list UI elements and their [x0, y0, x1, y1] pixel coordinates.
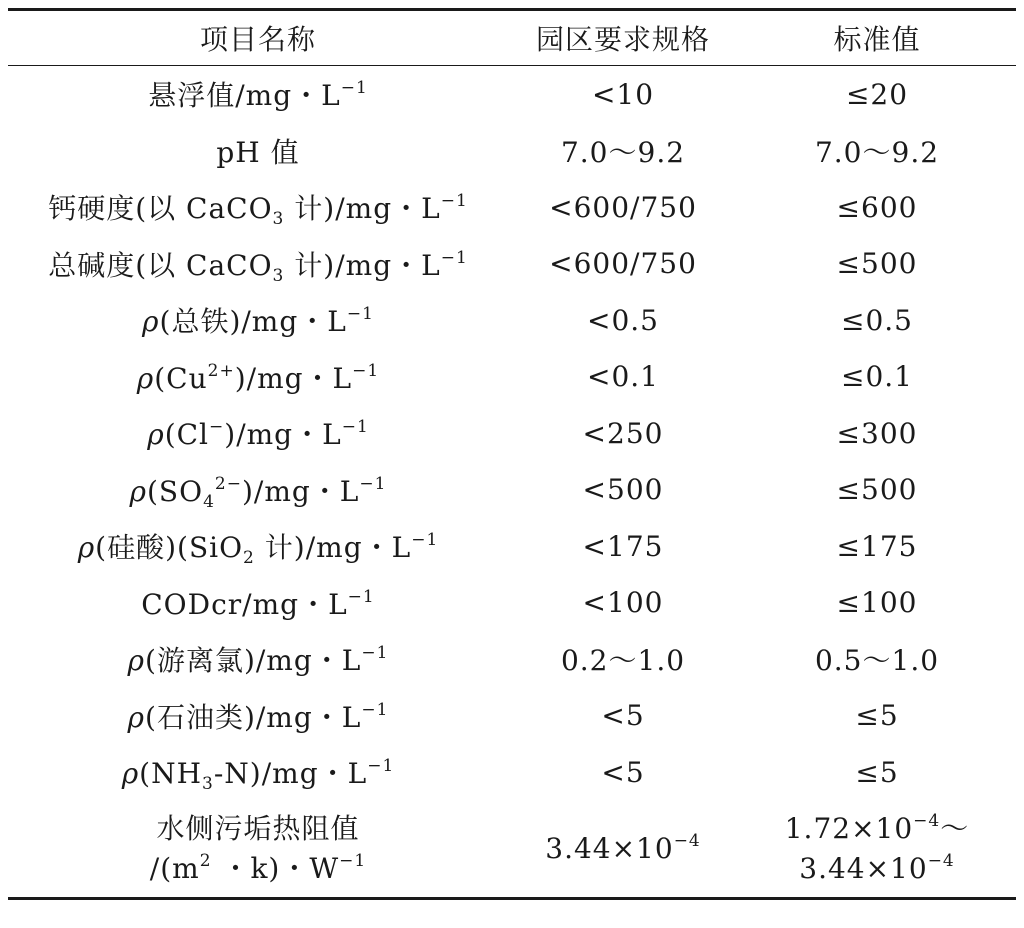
table-body: [8, 66, 1016, 897]
cell-name: 水侧污垢热阻值 $/(m^2$ ・k)・$W^{-1}$: [149, 811, 367, 885]
cell-name: CODcr/mg・$L^{-1}$: [141, 586, 375, 621]
rho-symbol: ρ: [142, 305, 160, 339]
header-standard: 标准值: [833, 23, 921, 56]
cell-standard: ≤500: [836, 473, 918, 507]
rho-symbol: ρ: [121, 757, 140, 791]
rho-symbol: ρ: [127, 700, 146, 734]
table-row: [8, 123, 1016, 180]
table-header: [8, 11, 1016, 65]
cell-name: pH 值: [216, 135, 300, 169]
water-quality-table: [8, 8, 1016, 900]
cell-park-spec: <600/750: [549, 247, 697, 281]
table-row: [8, 405, 1016, 462]
cell-name: 悬浮值/mg・$L^{-1}$: [148, 78, 368, 113]
header-name: 项目名称: [199, 23, 316, 56]
cell-name: ρ(游离氯)/mg・$L^{-1}$: [127, 643, 389, 678]
table-row: [8, 236, 1016, 293]
cell-park-spec: 7.0～9.2: [560, 135, 686, 169]
table-row: [8, 292, 1016, 349]
cell-standard: ≤0.5: [841, 303, 913, 337]
table-row: [8, 575, 1016, 632]
rho-symbol: ρ: [129, 474, 147, 508]
cell-name: ρ(石油类)/mg・$L^{-1}$: [127, 699, 389, 734]
table-row: [8, 631, 1016, 688]
cell-name: 总碱度(以 CaCO$_3$ 计)/mg・$L^{-1}$: [48, 247, 468, 286]
cell-standard: ≤20: [845, 77, 909, 111]
rho-symbol: ρ: [127, 644, 146, 678]
cell-standard: ≤5: [855, 699, 899, 733]
cell-park-spec: $3.44\times 10^{-4}$: [545, 831, 701, 865]
cell-park-spec: 0.2～1.0: [560, 644, 686, 678]
cell-standard: ≤0.1: [841, 360, 913, 394]
cell-name: 钙硬度(以 CaCO$_3$ 计)/mg・$L^{-1}$: [48, 191, 468, 230]
cell-park-spec: <250: [582, 416, 664, 450]
cell-standard: 7.0～9.2: [814, 135, 940, 169]
cell-standard: ≤100: [836, 586, 918, 620]
table-row: [8, 518, 1016, 575]
table-row: [8, 688, 1016, 745]
cell-park-spec: <175: [582, 529, 664, 563]
cell-park-spec: <5: [601, 699, 645, 733]
table: [8, 11, 1016, 65]
cell-park-spec: <10: [591, 77, 655, 111]
table-row: [8, 349, 1016, 406]
cell-park-spec: <0.1: [587, 360, 659, 394]
header-row: [8, 11, 1016, 65]
table-row: [8, 801, 1016, 897]
cell-standard: 0.5～1.0: [814, 644, 940, 678]
rho-symbol: ρ: [77, 531, 96, 565]
cell-name: $\rho(SO_4^{2-})/mg$・$L^{-1}$: [129, 473, 387, 512]
cell-park-spec: <100: [582, 586, 664, 620]
cell-name: ρ(总铁)/mg・$L^{-1}$: [142, 304, 374, 339]
table-bottom-rule: [8, 897, 1016, 900]
table-row: [8, 462, 1016, 519]
cell-park-spec: <600/750: [549, 190, 697, 224]
cell-standard: $1.72\times 10^{-4}\sim$ $3.44\times 10^{-4}$: [784, 810, 970, 885]
cell-park-spec: <0.5: [587, 303, 659, 337]
cell-park-spec: <5: [601, 755, 645, 789]
cell-standard: ≤300: [836, 416, 918, 450]
rho-symbol: ρ: [147, 418, 165, 452]
cell-standard: ≤175: [836, 529, 918, 563]
header-park-spec: 园区要求规格: [535, 23, 710, 56]
cell-name: ρ(Cl−)/mg・$L^{-1}$: [147, 417, 369, 452]
table-row: [8, 179, 1016, 236]
cell-standard: ≤5: [855, 755, 899, 789]
cell-name: $\rho(NH_3-N)/mg$・$L^{-1}$: [121, 756, 395, 795]
cell-standard: ≤600: [836, 190, 918, 224]
cell-name: $\rho(Cu^{2+})/mg$・$L^{-1}$: [136, 360, 380, 395]
cell-park-spec: <500: [582, 473, 664, 507]
rho-symbol: ρ: [136, 361, 155, 395]
table-row: [8, 66, 1016, 123]
cell-name: ρ(硅酸)(SiO$_2$ 计)/mg・$L^{-1}$: [77, 530, 439, 569]
table-row: [8, 744, 1016, 801]
cell-standard: ≤500: [836, 247, 918, 281]
